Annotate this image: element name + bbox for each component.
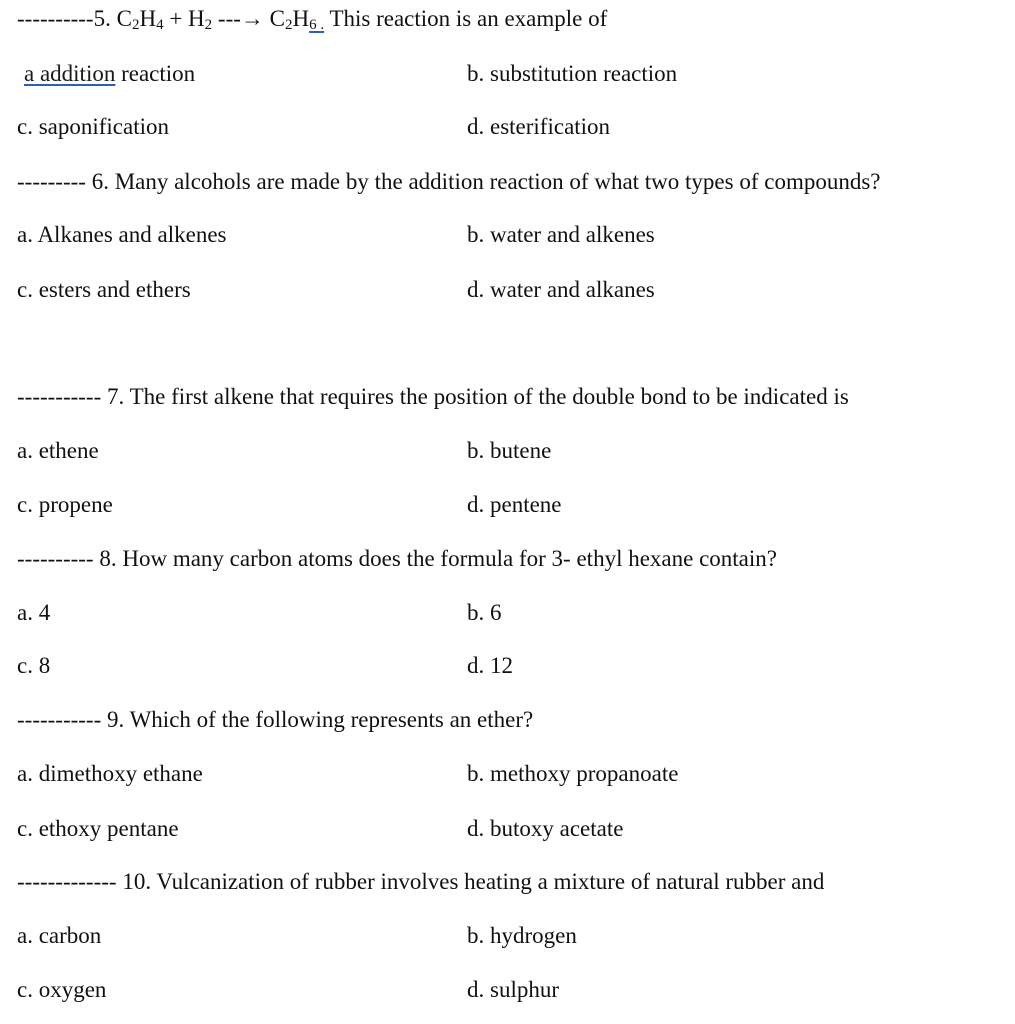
question-5-stem xyxy=(17,5,607,33)
answer-blank: ---------- xyxy=(17,546,94,571)
answer-blank: ----------- xyxy=(17,707,102,732)
question-6-stem xyxy=(17,168,881,196)
answer-blank: --------- xyxy=(17,169,86,194)
question-7-stem xyxy=(17,383,849,411)
option-c: c. ethoxy pentane xyxy=(17,816,179,841)
option-b: b. 6 xyxy=(467,600,502,625)
answer-blank: ---------- xyxy=(17,6,94,31)
option-b: b. hydrogen xyxy=(467,923,577,948)
answer-blank: ------------- xyxy=(17,869,117,894)
option-a: a. ethene xyxy=(17,438,99,463)
question-text: This reaction is an example of xyxy=(324,6,608,31)
option-a: a. Alkanes and alkenes xyxy=(17,222,227,247)
question-text: 7. The first alkene that requires the position of the double bond to be indicated is xyxy=(107,384,849,409)
option-b: b. butene xyxy=(467,438,552,463)
option-a: a addition reaction xyxy=(24,61,196,86)
option-c: c. saponification xyxy=(17,114,170,139)
option-b: b. water and alkenes xyxy=(467,222,655,247)
option-d: d. 12 xyxy=(467,653,513,678)
hyperlink-text[interactable]: a addition xyxy=(24,61,116,86)
question-number: 5. xyxy=(93,6,111,31)
option-a: a. carbon xyxy=(17,923,102,948)
question-text: 9. Which of the following represents an ether? xyxy=(107,707,534,732)
option-c: c. esters and ethers xyxy=(17,277,191,302)
option-d: d. sulphur xyxy=(467,977,559,1002)
option-d: d. butoxy acetate xyxy=(467,816,624,841)
option-d: d. water and alkanes xyxy=(467,277,655,302)
option-d: d. esterification xyxy=(467,114,611,139)
option-d: d. pentene xyxy=(467,492,562,517)
option-b: b. substitution reaction xyxy=(467,61,678,86)
option-c: c. 8 xyxy=(17,653,51,678)
option-c: c. oxygen xyxy=(17,977,107,1002)
option-a: a. 4 xyxy=(17,600,51,625)
question-8-stem xyxy=(17,545,777,573)
option-a: a. dimethoxy ethane xyxy=(17,761,203,786)
option-b: b. methoxy propanoate xyxy=(467,761,679,786)
question-text: 8. How many carbon atoms does the formula for 3- ethyl hexane contain? xyxy=(99,546,777,571)
question-text: 10. Vulcanization of rubber involves heating a mixture of natural rubber and xyxy=(122,869,825,894)
question-9-stem xyxy=(17,706,533,734)
question-10-stem xyxy=(17,868,824,896)
chemical-equation: $C_2H_4 + H_2$ ---→ $C_2H_{6 .}$ xyxy=(116,6,325,33)
question-text: 6. Many alcohols are made by the addition reaction of what two types of compounds? xyxy=(91,169,881,194)
option-c: c. propene xyxy=(17,492,113,517)
answer-blank: ----------- xyxy=(17,384,102,409)
